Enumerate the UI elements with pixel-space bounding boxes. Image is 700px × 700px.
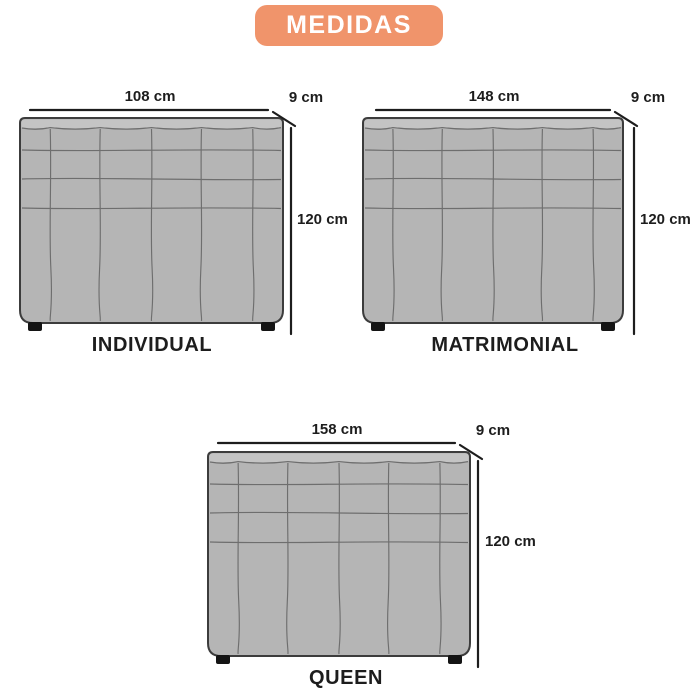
width-dimension-label: 148 cm — [468, 88, 520, 105]
headboard-graphic-individual — [20, 118, 283, 331]
depth-dimension-label: 9 cm — [475, 422, 511, 439]
title-badge-label: MEDIDAS — [286, 11, 412, 39]
size-name-individual: INDIVIDUAL — [91, 334, 213, 356]
height-dimension-label: 120 cm — [485, 533, 536, 550]
depth-dimension-label: 9 cm — [630, 89, 666, 106]
depth-dimension-label: 9 cm — [288, 89, 324, 106]
height-dimension-label: 120 cm — [297, 211, 348, 228]
headboard-left-foot — [371, 322, 385, 331]
height-dimension-label: 120 cm — [640, 211, 691, 228]
headboard-graphic-queen — [208, 452, 470, 664]
size-name-matrimonial: MATRIMONIAL — [431, 334, 579, 356]
headboard-left-foot — [216, 655, 230, 664]
headboard-right-foot — [448, 655, 462, 664]
headboard-right-foot — [601, 322, 615, 331]
width-dimension-label: 108 cm — [124, 88, 176, 105]
headboard-graphic-matrimonial — [363, 118, 623, 331]
size-name-queen: QUEEN — [308, 667, 384, 689]
headboard-right-foot — [261, 322, 275, 331]
diagram-individual — [20, 88, 348, 356]
diagram-matrimonial — [363, 88, 691, 356]
width-dimension-label: 158 cm — [311, 421, 363, 438]
diagram-queen — [208, 421, 536, 689]
headboard-left-foot — [28, 322, 42, 331]
